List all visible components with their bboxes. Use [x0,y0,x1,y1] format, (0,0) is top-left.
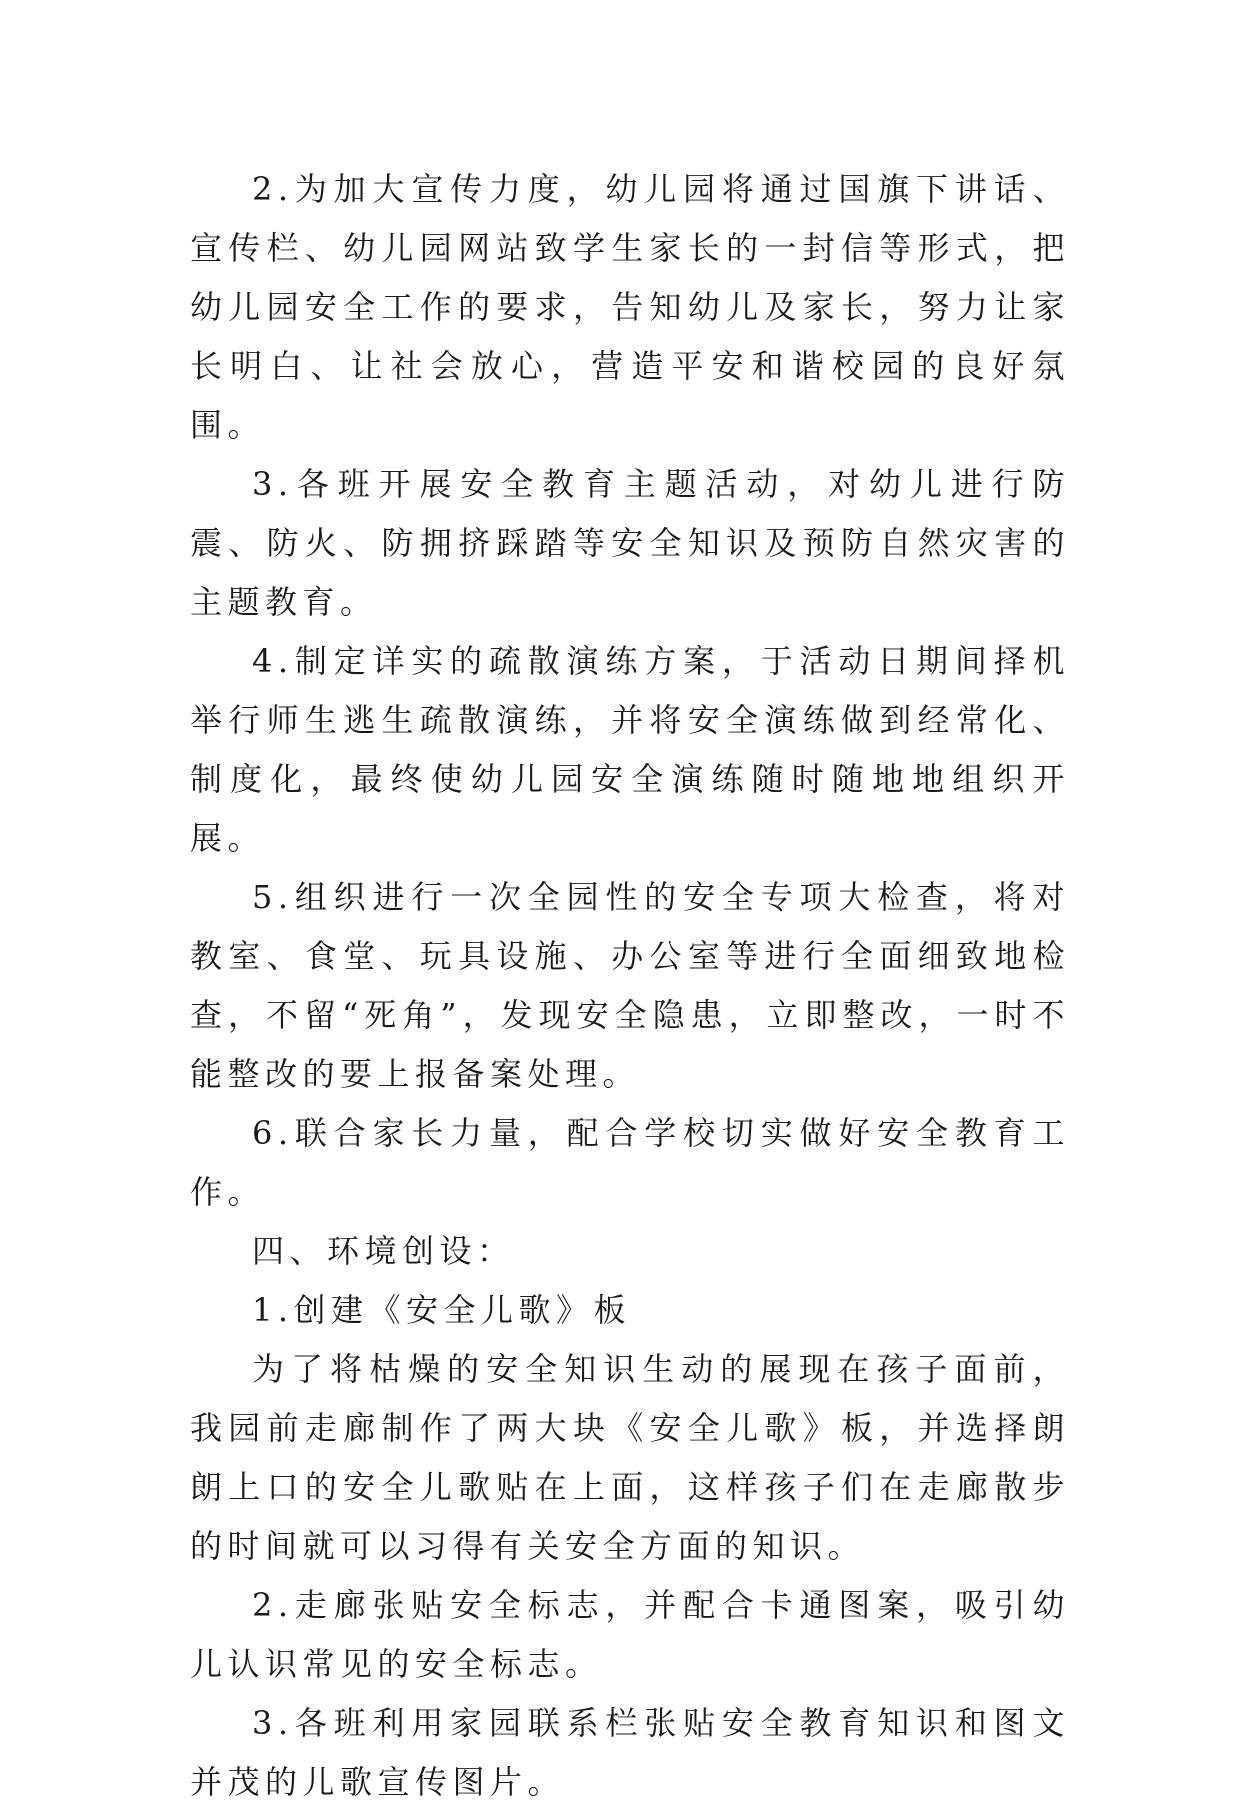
paragraph-safety-signs: 2.走廊张贴安全标志，并配合卡通图案，吸引幼儿认识常见的安全标志。 [190,1586,1070,1683]
paragraph-class-education: 3.各班开展安全教育主题活动，对幼儿进行防震、防火、防拥挤踩踏等安全知识及预防自然灾害的主题教育。 [190,465,1070,621]
paragraph-safety-songs-board: 为了将枯燥的安全知识生动的展现在孩子面前，我园前走廊制作了两大块《安全儿歌》板，并选择朗朗上口的安全儿歌贴在上面，这样孩子们在走廊散步的时间就可以习得有关安全方面的知识。 [190,1350,1070,1565]
paragraph-safety-inspection: 5.组织进行一次全园性的安全专项大检查，将对教室、食堂、玩具设施、办公室等进行全面细致地检查，不留“死角”，发现安全隐患，立即整改，一时不能整改的要上报备案处理。 [190,878,1070,1093]
paragraph-parent-cooperation: 6.联合家长力量，配合学校切实做好安全教育工作。 [190,1114,1070,1211]
section-heading-environment: 四、环境创设： [252,1232,515,1270]
subheading-safety-songs-board: 1.创建《安全儿歌》板 [252,1291,632,1329]
paragraph-evacuation-drill: 4.制定详实的疏散演练方案，于活动日期间择机举行师生逃生疏散演练，并将安全演练做到经常化、制度化，最终使幼儿园安全演练随时随地地组织开展。 [190,642,1070,857]
document-body [190,160,1070,1812]
paragraph-home-school-board: 3.各班利用家园联系栏张贴安全教育知识和图文并茂的儿歌宣传图片。 [190,1704,1070,1801]
paragraph-publicity: 2.为加大宣传力度，幼儿园将通过国旗下讲话、宣传栏、幼儿园网站致学生家长的一封信等形式，把幼儿园安全工作的要求，告知幼儿及家长，努力让家长明白、让社会放心，营造平安和谐校园的良好氛围。 [190,170,1070,444]
